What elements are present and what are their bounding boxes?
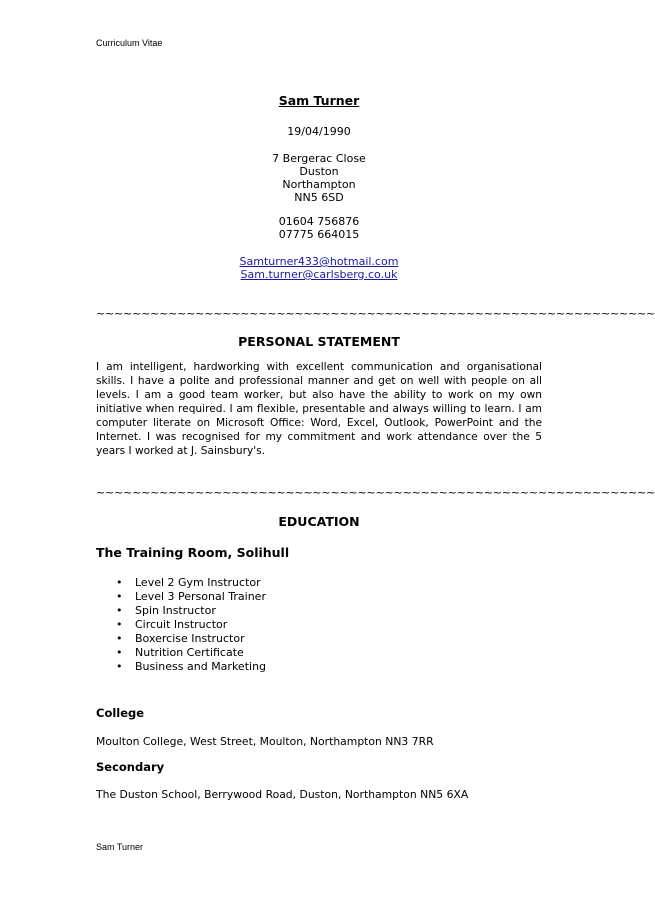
address-line: 7 Bergerac Close <box>272 152 366 165</box>
page-footer: Sam Turner <box>96 842 144 852</box>
phone-number: 01604 756876 <box>278 215 360 228</box>
qualification-label: Business and Marketing <box>135 660 267 673</box>
list-item <box>96 590 266 604</box>
list-item <box>96 660 266 674</box>
list-item <box>96 604 266 618</box>
list-item <box>96 646 266 660</box>
personal-statement-heading: PERSONAL STATEMENT <box>238 334 400 349</box>
qualification-list <box>96 576 266 674</box>
college-heading: College <box>96 706 145 720</box>
list-item <box>96 632 266 646</box>
education-heading: EDUCATION <box>278 514 360 529</box>
divider: ~~~~~~~~~~~~~~~~~~~~~~~~~~~~~~~~~~~~~~~~~~~~~~~~~~~~~~~~~~~~~~ <box>96 307 655 320</box>
phone-number: 07775 664015 <box>278 228 360 241</box>
qualification-label: Level 3 Personal Trainer <box>135 590 266 603</box>
qualification-label: Boxercise Instructor <box>135 632 245 645</box>
list-item <box>96 576 266 590</box>
page-header: Curriculum Vitae <box>96 38 163 48</box>
bullet-icon: • <box>116 576 123 589</box>
candidate-name: Sam Turner <box>278 93 360 108</box>
bullet-icon: • <box>116 604 123 617</box>
qualification-label: Spin Instructor <box>135 604 216 617</box>
qualification-label: Nutrition Certificate <box>135 646 244 659</box>
institution-name: The Training Room, Solihull <box>96 545 290 560</box>
secondary-heading: Secondary <box>96 760 165 774</box>
address-block <box>96 152 542 204</box>
phone-block <box>96 215 542 241</box>
bullet-icon: • <box>116 590 123 603</box>
bullet-icon: • <box>116 660 123 673</box>
address-line: NN5 6SD <box>294 191 344 204</box>
qualification-label: Level 2 Gym Instructor <box>135 576 261 589</box>
list-item <box>96 618 266 632</box>
college-details: Moulton College, West Street, Moulton, Northampton NN3 7RR <box>96 735 434 748</box>
bullet-icon: • <box>116 632 123 645</box>
address-line: Northampton <box>282 178 356 191</box>
address-line: Duston <box>299 165 339 178</box>
qualification-label: Circuit Instructor <box>135 618 228 631</box>
email-link[interactable]: Sam.turner@carlsberg.co.uk <box>240 268 398 281</box>
date-of-birth: 19/04/1990 <box>287 125 351 138</box>
divider: ~~~~~~~~~~~~~~~~~~~~~~~~~~~~~~~~~~~~~~~~~~~~~~~~~~~~~~~~~~~~~~ <box>96 486 655 499</box>
bullet-icon: • <box>116 618 123 631</box>
email-link[interactable]: Samturner433@hotmail.com <box>239 255 399 268</box>
email-block <box>96 255 542 281</box>
bullet-icon: • <box>116 646 123 659</box>
personal-statement-text: I am intelligent, hardworking with excellent communication and organisational skills. I have a polite and professional manner and get on well with people on all levels. I am a good team worker, but also have the ability to work on my own initiative when required. I am flexible, presentable and always willing to learn. I am computer literate on Microsoft Office: Word, Excel, Outlook, PowerPoint and the Internet. I was recognised for my commitment and work attendance over the 5 years I worked at J. Sainsbury's. <box>96 361 542 457</box>
secondary-details: The Duston School, Berrywood Road, Duston, Northampton NN5 6XA <box>96 788 469 801</box>
